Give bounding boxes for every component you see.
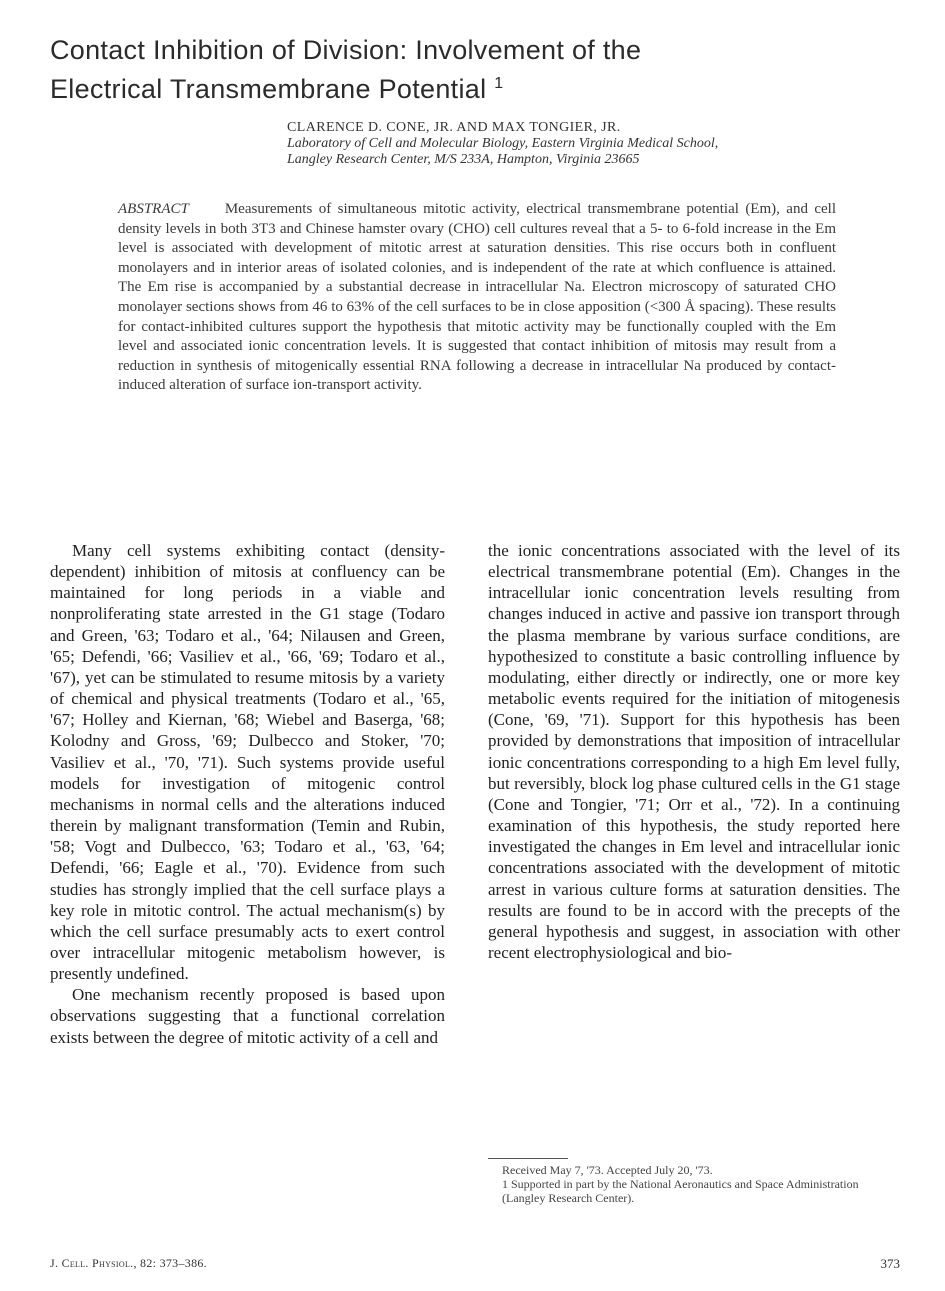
author-block xyxy=(287,120,927,168)
body-paragraph-3: the ionic concentrations associated with the level of its electrical transmembrane potential (Em). Changes in the intracellular ionic concentration levels resulting from changes induced in active and passive ion transport through the plasma membrane by various surface conditions, are hypothesized to constitute a basic controlling influence by modulating, either directly or indirectly, one or more key metabolic events required for the initiation of mitogenesis (Cone, '69, '71). Support for this hypothesis has been provided by demonstrations that imposition of intracellular ionic concentrations corresponding to a high Em level fully, but reversibly, block log phase cultured cells in the G1 stage (Cone and Tongier, '71; Orr et al., '72). In a continuing examination of this hypothesis, the study reported here investigated the changes in Em level and intracellular ionic concentrations associated with the development of mitotic arrest in various culture forms at saturation densities. The results are found to be in accord with the precepts of the general hypothesis and suggest, in association with other recent electrophysiological and bio- xyxy=(488,541,900,962)
page-number: 373 xyxy=(880,1256,900,1271)
body-paragraph-2: One mechanism recently proposed is based upon observations suggesting that a functional correlation exists between the degree of mitotic activity of a cell and xyxy=(50,985,445,1047)
footnotes xyxy=(488,1158,900,1205)
affiliation-line-2: Langley Research Center, M/S 233A, Hampton, Virginia 23665 xyxy=(287,152,640,167)
footnote-support: 1 Supported in part by the National Aeronautics and Space Administration (Langley Research Center). xyxy=(502,1177,859,1205)
abstract-text: Measurements of simultaneous mitotic activity, electrical transmembrane potential (Em), and cell density levels in both 3T3 and Chinese hamster ovary (CHO) cell cultures reveal that a 5- to 6-fold increase in the Em level is associated with development of mitotic arrest at saturation densities. This rise occurs both in confluent monolayers and in interior areas of isolated colonies, and is independent of the rate at which confluence is attained. The Em rise is accompanied by a substantial decrease in intracellular Na. Electron microscopy of saturated CHO monolayer sections shows from 46 to 63% of the cell surfaces to be in close apposition (<300 Å spacing). These results for contact-inhibited cultures support the hypothesis that mitotic activity may be functionally coupled with the Em level and associated ionic concentration levels. It is suggested that contact inhibition of mitosis may result from a reduction in synthesis of mitogenically essential RNA following a decrease in intracellular Na produced by contact-induced alteration of surface ion-transport activity. xyxy=(118,201,836,394)
title-footnote-mark: 1 xyxy=(494,75,504,92)
title-line-2-text: Electrical Transmembrane Potential xyxy=(50,74,487,104)
affiliation-line-1: Laboratory of Cell and Molecular Biology, Eastern Virginia Medical School, xyxy=(287,136,719,151)
article-title xyxy=(50,33,880,106)
body-paragraph-1: Many cell systems exhibiting contact (density-dependent) inhibition of mitosis at confluency can be maintained for long periods in a viable and nonproliferating state arrested in the G1 stage (Todaro and Green, '63; Todaro et al., '64; Nilausen and Green, '65; Defendi, '66; Vasiliev et al., '66, '69; Todaro et al., '67), yet can be stimulated to resume mitosis by a variety of chemical and physical treatments (Todaro et al., '65, '67; Holley and Kiernan, '68; Wiebel and Baserga, '68; Kolodny and Gross, '69; Dulbecco and Stoker, '70; Vasiliev et al., '70, '71). Such systems provide useful models for investigation of mitogenic control mechanisms in normal cells and the alterations induced therein by malignant transformation (Temin and Rubin, '58; Vogt and Dulbecco, '63; Todaro et al., '63, '64; Defendi, '66; Eagle et al., '70). Evidence from such studies has strongly implied that the cell surface plays a key role in mitotic control. The actual mechanism(s) by which the cell surface presumably acts to exert control over intracellular mitogenic metabolism however, is presently undefined. xyxy=(50,541,445,984)
footnote-rule xyxy=(488,1158,568,1159)
abstract-label: ABSTRACT xyxy=(118,201,189,217)
abstract xyxy=(118,200,836,396)
footnote-received: Received May 7, '73. Accepted July 20, '73. xyxy=(502,1163,713,1177)
journal-citation xyxy=(50,1256,207,1271)
title-line-2 xyxy=(50,67,880,106)
body-column-right xyxy=(488,540,900,963)
title-line-1: Contact Inhibition of Division: Involvement of the xyxy=(50,35,642,65)
body-column-left xyxy=(50,540,445,1048)
author-names: CLARENCE D. CONE, JR. AND MAX TONGIER, JR. xyxy=(287,120,621,135)
journal-citation-text: J. Cell. Physiol., 82: 373–386. xyxy=(50,1256,207,1270)
